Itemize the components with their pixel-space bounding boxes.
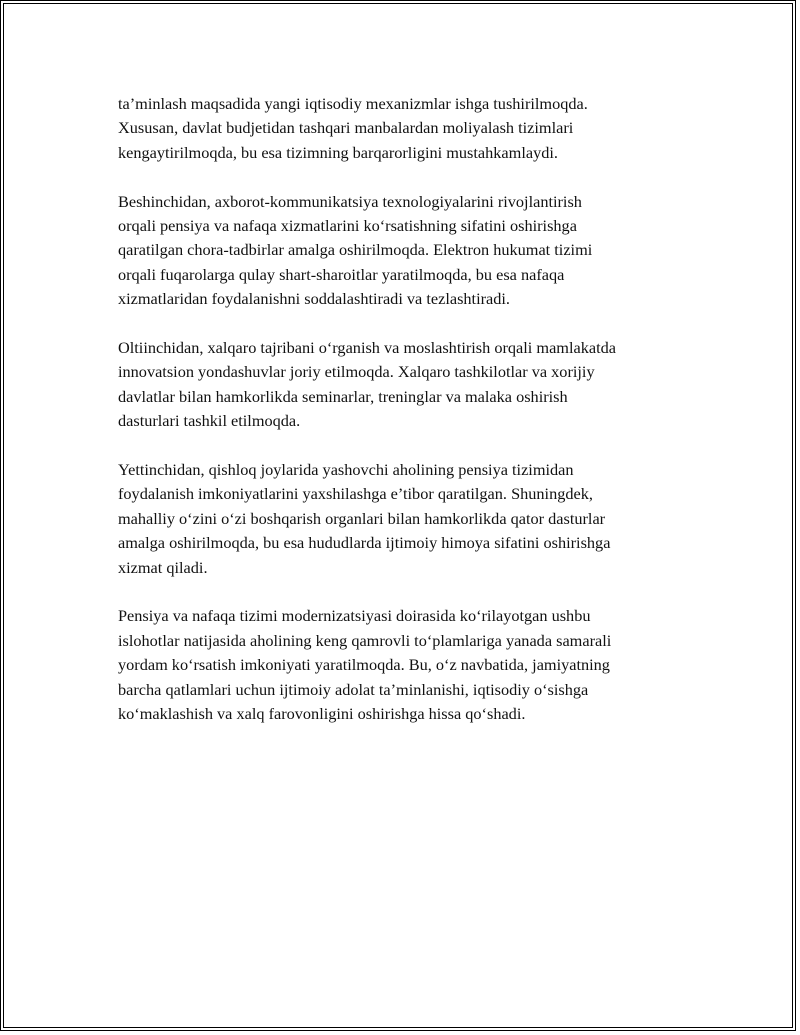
text-line: qaratilgan chora-tadbirlar amalga oshirilmoqda. Elektron hukumat tizimi xyxy=(118,240,593,260)
paragraph-2 xyxy=(118,190,718,312)
paragraph-4 xyxy=(118,458,718,580)
text-line: islohotlar natijasida aholining keng qamrovli to‘plamlariga yanada samarali xyxy=(118,630,612,650)
document-body xyxy=(118,92,718,751)
text-line: barcha qatlamlari uchun ijtimoiy adolat ta’minlanishi, iqtisodiy o‘sishga xyxy=(118,679,589,699)
paragraph-1 xyxy=(118,92,718,165)
text-line: Xususan, davlat budjetidan tashqari manbalardan moliyalash tizimlari xyxy=(118,118,574,138)
text-line: orqali fuqarolarga qulay shart-sharoitlar yaratilmoqda, bu esa nafaqa xyxy=(118,264,565,284)
text-line: foydalanish imkoniyatlarini yaxshilashga e’tibor qaratilgan. Shuningdek, xyxy=(118,484,593,504)
text-line: Yettinchidan, qishloq joylarida yashovchi aholining pensiya tizimidan xyxy=(118,460,574,480)
paragraph-3 xyxy=(118,336,718,434)
text-line: ta’minlash maqsadida yangi iqtisodiy mexanizmlar ishga tushirilmoqda. xyxy=(118,94,588,113)
paragraph-5 xyxy=(118,604,718,726)
text-line: davlatlar bilan hamkorlikda seminarlar, treninglar va malaka oshirish xyxy=(118,386,568,406)
text-line: xizmat qiladi. xyxy=(118,557,208,577)
text-line: yordam ko‘rsatish imkoniyati yaratilmoqda. Bu, o‘z navbatida, jamiyatning xyxy=(118,655,610,675)
text-line: Oltiinchidan, xalqaro tajribani o‘rganish va moslashtirish orqali mamlakatda xyxy=(118,338,616,358)
text-line: Beshinchidan, axborot-kommunikatsiya texnologiyalarini rivojlantirish xyxy=(118,191,582,211)
text-line: kengaytirilmoqda, bu esa tizimning barqarorligini mustahkamlaydi. xyxy=(118,142,558,162)
text-line: mahalliy o‘zini o‘zi boshqarish organlari bilan hamkorlikda qator dasturlar xyxy=(118,508,606,528)
text-line: amalga oshirilmoqda, bu esa hududlarda ijtimoiy himoya sifatini oshirishga xyxy=(118,533,611,553)
text-line: innovatsion yondashuvlar joriy etilmoqda. Xalqaro tashkilotlar va xorijiy xyxy=(118,362,595,382)
text-line: ko‘maklashish va xalq farovonligini oshirishga hissa qo‘shadi. xyxy=(118,704,526,724)
text-line: Pensiya va nafaqa tizimi modernizatsiyasi doirasida ko‘rilayotgan ushbu xyxy=(118,606,591,626)
text-line: xizmatlaridan foydalanishni soddalashtiradi va tezlashtiradi. xyxy=(118,289,510,309)
text-line: dasturlari tashkil etilmoqda. xyxy=(118,411,301,431)
text-line: orqali pensiya va nafaqa xizmatlarini ko‘rsatishning sifatini oshirishga xyxy=(118,216,577,236)
